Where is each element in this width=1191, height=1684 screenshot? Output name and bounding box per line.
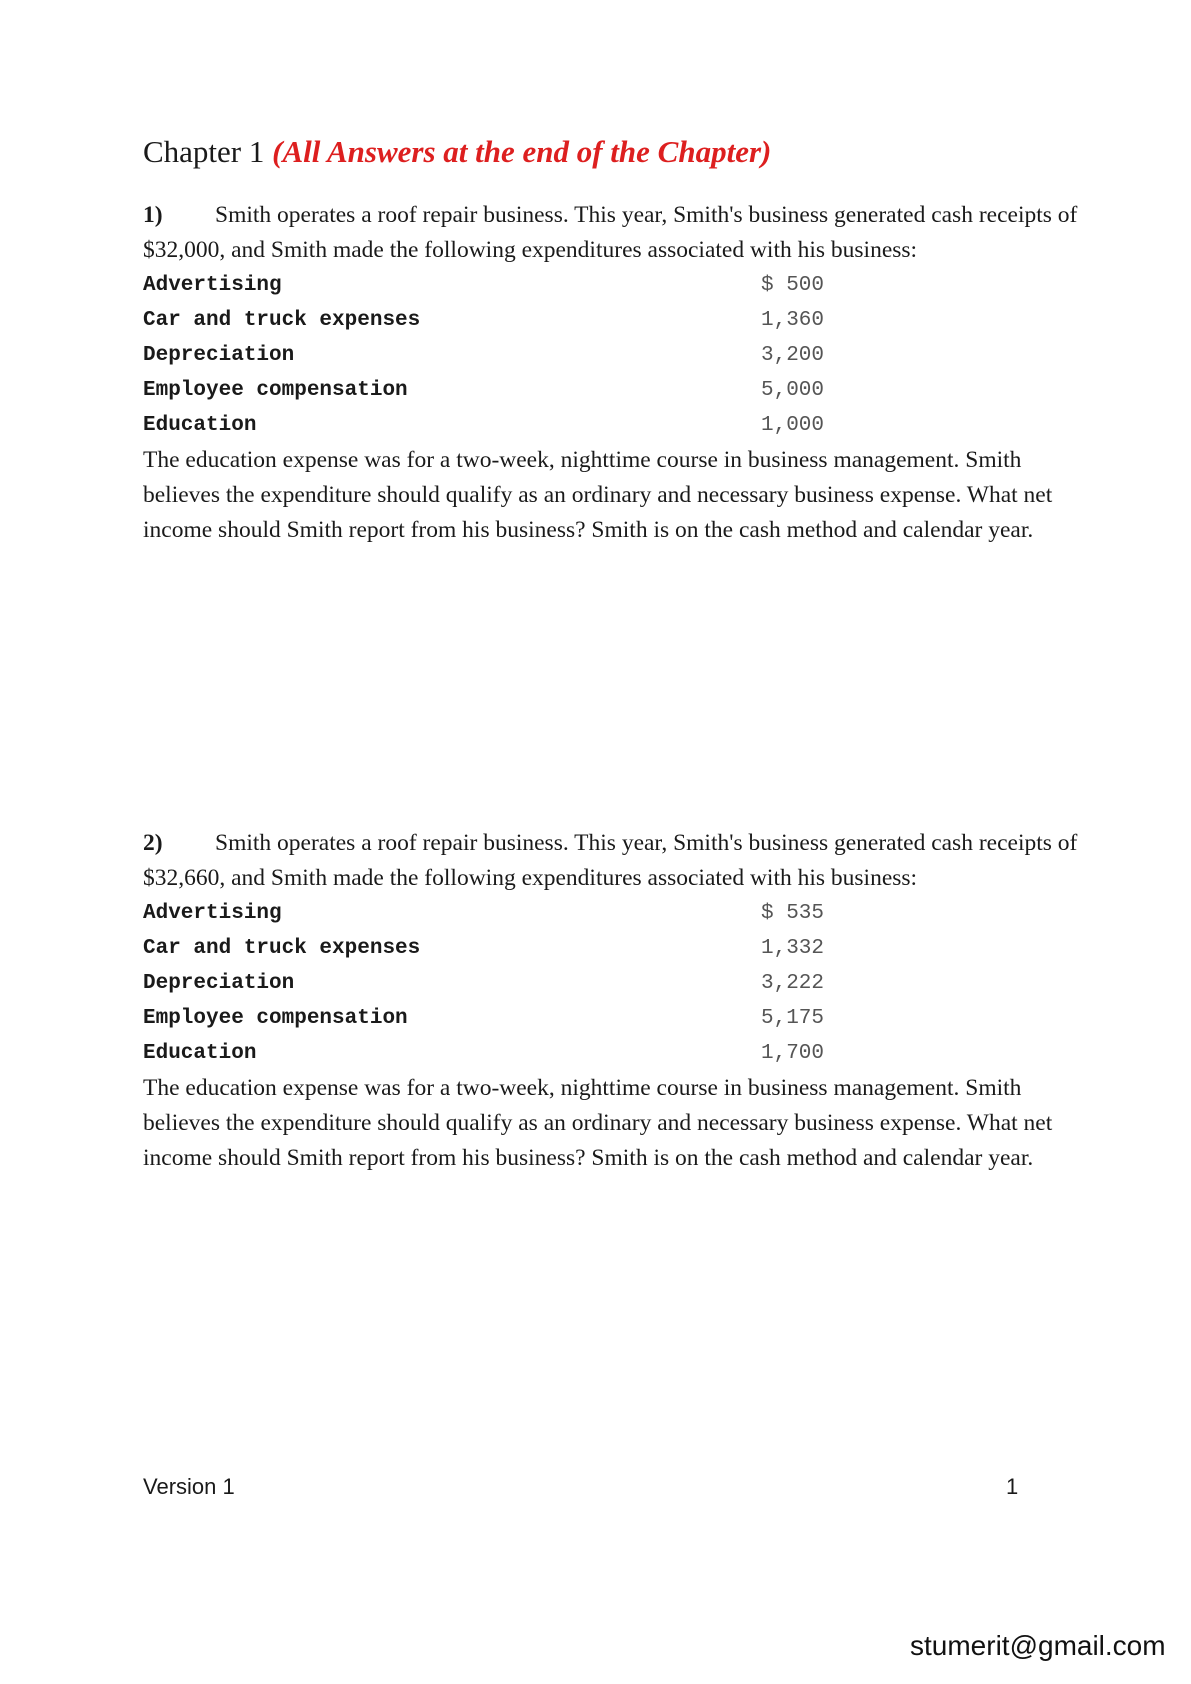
question-number: 1) (143, 202, 163, 228)
footer-page-number: 1 (1006, 1474, 1019, 1499)
expense-amount: 3,222 (761, 972, 825, 995)
expense-row (143, 268, 1078, 303)
question-intro (143, 198, 1078, 268)
expense-row (143, 896, 1078, 931)
expense-label: Depreciation (143, 344, 295, 367)
expense-list (143, 896, 1078, 1071)
expense-amount: 5,000 (761, 379, 825, 402)
expense-amount: 1,332 (761, 937, 825, 960)
expense-amount: $ 535 (761, 902, 825, 925)
question-intro-text: Smith operates a roof repair business. This year, Smith's business generated cash receipts of $32,660, and Smith made the following expenditures associated with his business: (143, 830, 1078, 891)
expense-row (143, 303, 1078, 338)
expense-row (143, 1036, 1078, 1071)
expense-amount: 1,360 (761, 309, 825, 332)
expense-label: Car and truck expenses (143, 309, 421, 332)
chapter-answers-note: (All Answers at the end of the Chapter) (272, 134, 772, 169)
expense-list (143, 268, 1078, 443)
expense-label: Depreciation (143, 972, 295, 995)
question-closing: The education expense was for a two-week, nighttime course in business management. Smith believes the expenditure should qualify as an ordinary and necessary business expense. What net income should Smith report from his business? Smith is on the cash method and calendar year. (143, 447, 1053, 543)
question-number: 2) (143, 830, 163, 856)
expense-row (143, 373, 1078, 408)
expense-amount: 3,200 (761, 344, 825, 367)
expense-label: Education (143, 414, 257, 437)
expense-row (143, 966, 1078, 1001)
chapter-title (143, 134, 771, 170)
question-intro-text: Smith operates a roof repair business. This year, Smith's business generated cash receipts of $32,000, and Smith made the following expenditures associated with his business: (143, 202, 1078, 263)
expense-row (143, 408, 1078, 443)
question-2 (143, 826, 1078, 1176)
expense-label: Advertising (143, 902, 282, 925)
expense-label: Employee compensation (143, 1007, 408, 1030)
expense-amount: 1,700 (761, 1042, 825, 1065)
footer-version: Version 1 (143, 1474, 235, 1499)
chapter-title-text: Chapter 1 (143, 134, 265, 169)
email-watermark: stumerit@gmail.com (910, 1630, 1166, 1661)
expense-row (143, 338, 1078, 373)
expense-label: Advertising (143, 274, 282, 297)
expense-amount: 1,000 (761, 414, 825, 437)
question-intro (143, 826, 1078, 896)
expense-amount: $ 500 (761, 274, 825, 297)
expense-label: Car and truck expenses (143, 937, 421, 960)
question-1 (143, 198, 1078, 548)
expense-row (143, 1001, 1078, 1036)
expense-label: Employee compensation (143, 379, 408, 402)
expense-row (143, 931, 1078, 966)
question-closing: The education expense was for a two-week, nighttime course in business management. Smith believes the expenditure should qualify as an ordinary and necessary business expense. What net income should Smith report from his business? Smith is on the cash method and calendar year. (143, 1075, 1053, 1171)
expense-label: Education (143, 1042, 257, 1065)
expense-amount: 5,175 (761, 1007, 825, 1030)
